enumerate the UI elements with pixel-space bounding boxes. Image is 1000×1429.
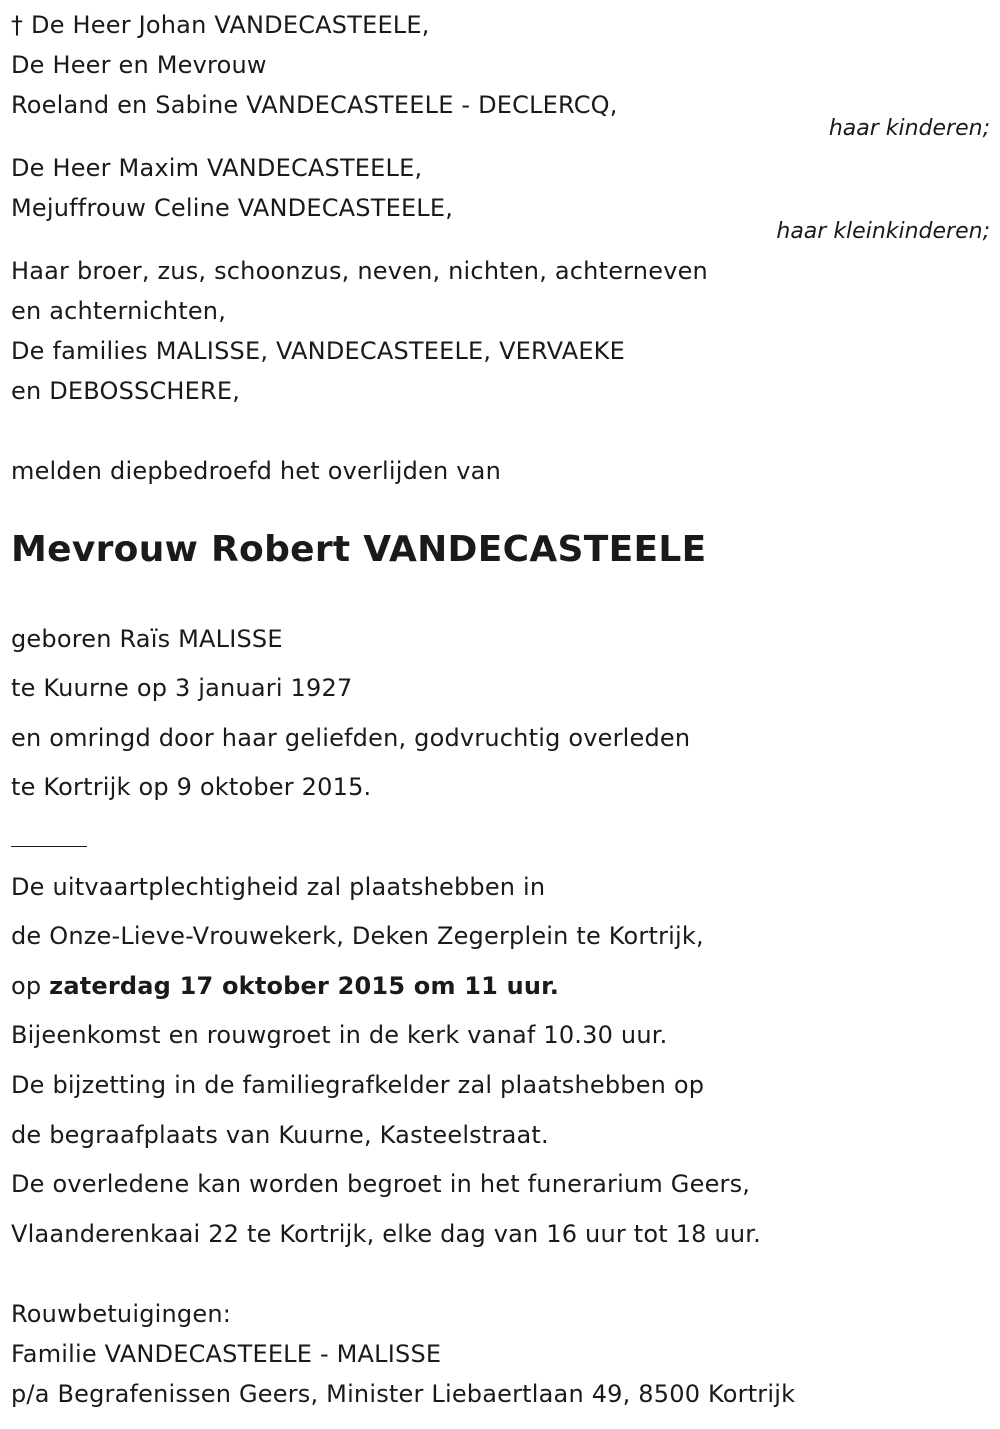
children-label: haar kinderen;	[828, 116, 990, 141]
birth-info: te Kuurne op 3 januari 1927	[11, 674, 353, 702]
family-line-3: Roeland en Sabine VANDECASTEELE - DECLERCQ,	[11, 91, 618, 119]
separator-line	[11, 846, 87, 847]
born-as: geboren Raïs MALISSE	[11, 625, 283, 653]
ceremony-line-1: De uitvaartplechtigheid zal plaatshebben in	[11, 873, 546, 901]
ceremony-line-2: de Onze-Lieve-Vrouwekerk, Deken Zegerplein te Kortrijk,	[11, 922, 704, 950]
death-info-2: te Kortrijk op 9 oktober 2015.	[11, 773, 372, 801]
family-line-4: De Heer Maxim VANDECASTEELE,	[11, 154, 423, 182]
family-line-8: De families MALISSE, VANDECASTEELE, VERVAEKE	[11, 337, 625, 365]
ceremony-line-6: de begraafplaats van Kuurne, Kasteelstraat.	[11, 1121, 549, 1149]
ceremony-line-8: Vlaanderenkaai 22 te Kortrijk, elke dag van 16 uur tot 18 uur.	[11, 1220, 761, 1248]
ceremony-date-time: zaterdag 17 oktober 2015 om 11 uur.	[49, 972, 560, 1000]
condolences-address: p/a Begrafenissen Geers, Minister Liebaertlaan 49, 8500 Kortrijk	[11, 1380, 796, 1408]
family-line-6: Haar broer, zus, schoonzus, neven, nichten, achterneven	[11, 257, 708, 285]
announcement: melden diepbedroefd het overlijden van	[11, 457, 501, 485]
ceremony-line-3-prefix: op	[11, 972, 50, 1000]
cross-icon: †	[11, 11, 24, 39]
family-line-2: De Heer en Mevrouw	[11, 51, 267, 79]
family-line-7: en achternichten,	[11, 297, 227, 325]
ceremony-line-4: Bijeenkomst en rouwgroet in de kerk vanaf 10.30 uur.	[11, 1021, 668, 1049]
condolences-label: Rouwbetuigingen:	[11, 1300, 232, 1328]
ceremony-line-7: De overledene kan worden begroet in het funerarium Geers,	[11, 1170, 751, 1198]
ceremony-line-5: De bijzetting in de familiegrafkelder zal plaatshebben op	[11, 1071, 705, 1099]
family-line-1	[11, 10, 430, 40]
grandchildren-label: haar kleinkinderen;	[776, 219, 990, 244]
deceased-name: Mevrouw Robert VANDECASTEELE	[11, 529, 707, 570]
death-info-1: en omringd door haar geliefden, godvruchtig overleden	[11, 724, 691, 752]
ceremony-line-3	[11, 971, 559, 1001]
family-line-5: Mejuffrouw Celine VANDECASTEELE,	[11, 194, 454, 222]
family-line-9: en DEBOSSCHERE,	[11, 377, 241, 405]
family-line-1-text: De Heer Johan VANDECASTEELE,	[31, 11, 430, 39]
condolences-line-1: Familie VANDECASTEELE - MALISSE	[11, 1340, 442, 1368]
